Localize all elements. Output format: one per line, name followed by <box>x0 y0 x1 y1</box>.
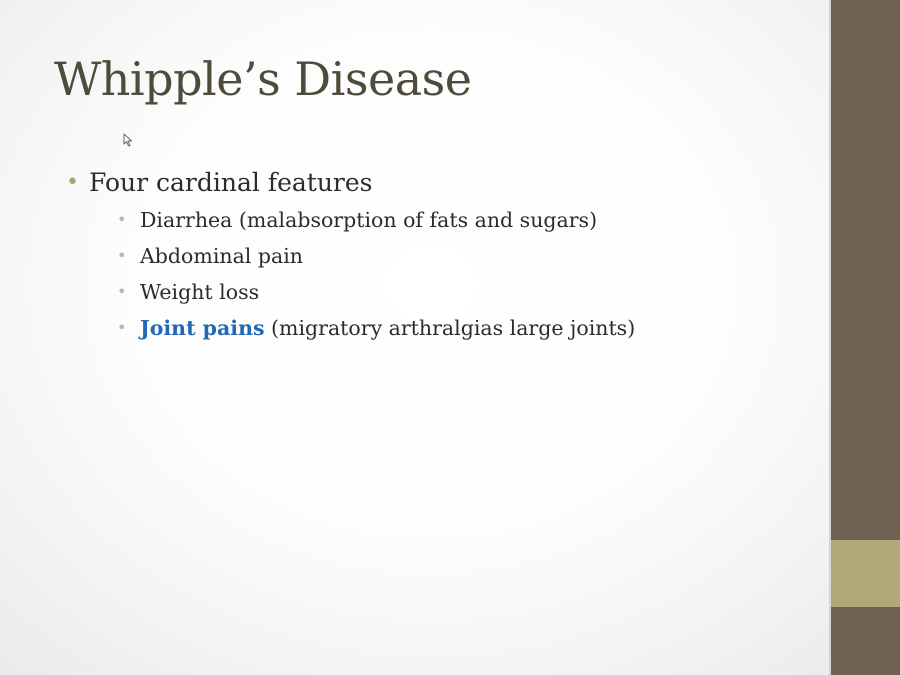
bullet-four-cardinal-features <box>66 165 635 346</box>
slide-title: Whipple’s Disease <box>54 52 472 106</box>
sub-bullet-text: (migratory arthralgias large joints) <box>264 316 636 340</box>
bullet-dot-icon: • <box>117 210 127 229</box>
sidebar-accent-block <box>831 540 900 607</box>
sub-bullet-joint-pains <box>117 310 635 346</box>
sub-bullet-text: Weight loss <box>140 280 260 304</box>
sub-bullet-weight-loss <box>117 274 635 310</box>
bullet-dot-icon: • <box>117 318 127 337</box>
sub-bullet-diarrhea <box>117 202 635 238</box>
bullet-dot-icon: • <box>117 246 127 265</box>
sub-bullet-text: Diarrhea (malabsorption of fats and sugars) <box>140 208 598 232</box>
sub-bullet-text: Abdominal pain <box>140 244 303 268</box>
highlighted-term: Joint pains <box>140 316 265 340</box>
sub-bullet-abdominal-pain <box>117 238 635 274</box>
bullet-dot-icon: • <box>117 282 127 301</box>
mouse-pointer-icon <box>123 133 133 147</box>
bullet-text: Four cardinal features <box>89 168 373 197</box>
sub-bullet-list <box>89 202 635 346</box>
bullet-dot-icon: • <box>66 170 79 195</box>
slide-body-list <box>66 165 635 346</box>
